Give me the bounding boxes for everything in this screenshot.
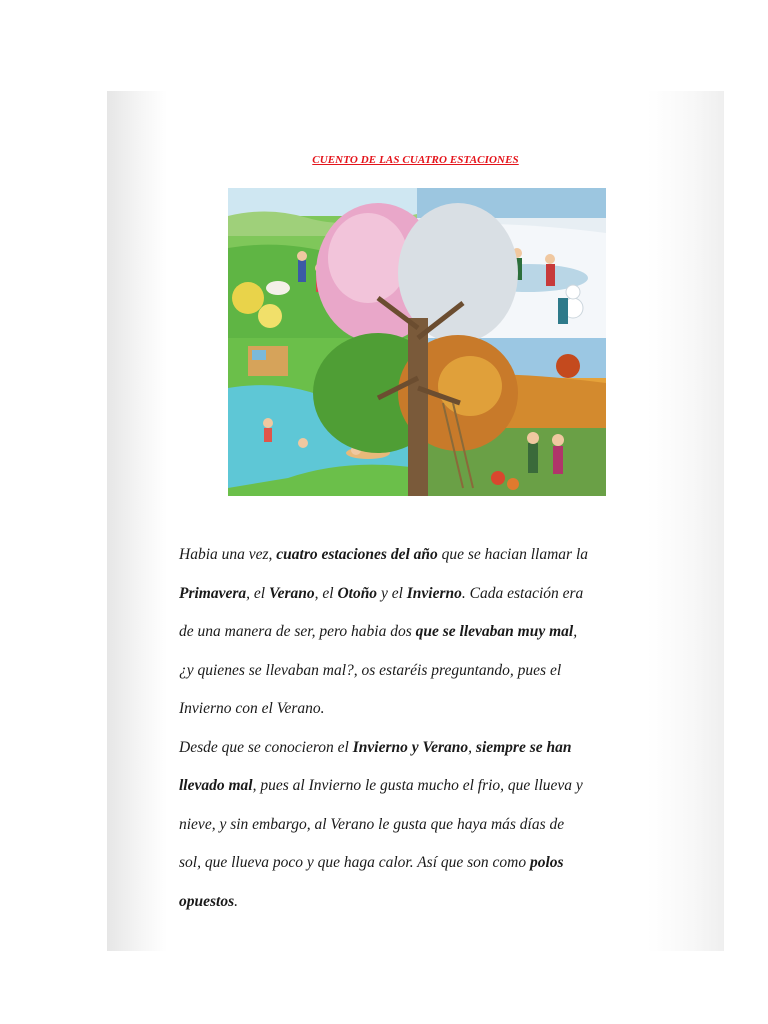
bold-text-run: que se llevaban muy mal (415, 623, 574, 640)
story-line (179, 854, 664, 893)
text-run: . (234, 892, 238, 910)
bold-text-run: Invierno (406, 584, 462, 602)
text-run: , pues al Invierno le gusta mucho el frio, que llueva y (252, 777, 583, 794)
story-line (179, 816, 664, 855)
bold-text-run: Primavera (179, 584, 247, 602)
story-line (179, 893, 664, 932)
story-line (179, 777, 664, 816)
text-run: , (573, 623, 578, 640)
text-run: Habia una vez, (179, 546, 277, 563)
text-run: y el (377, 584, 407, 602)
text-run: de una manera de ser, pero habia dos (179, 623, 416, 640)
story-line (179, 739, 664, 778)
text-run: , el (246, 584, 269, 602)
story-line (179, 700, 664, 739)
bold-text-run: polos (530, 854, 564, 871)
story-text (179, 546, 664, 931)
text-run: que se hacian llamar la (437, 546, 589, 563)
document-page (107, 91, 724, 951)
bold-text-run: opuestos (179, 892, 235, 910)
text-run: , el (314, 584, 338, 602)
four-seasons-illustration (228, 188, 606, 496)
text-run: nieve, y sin embargo, al Verano le gusta que haya más días de (179, 815, 565, 833)
bold-text-run: cuatro estaciones del año (276, 546, 438, 563)
bold-text-run: Invierno y Verano (352, 738, 469, 756)
text-run: , (468, 738, 476, 756)
text-run: . Cada estación era (461, 584, 584, 602)
bold-text-run: siempre se han (475, 738, 572, 756)
story-line (179, 546, 664, 585)
story-line (179, 585, 664, 624)
text-run: sol, que llueva poco y que haga calor. Así que son como (179, 854, 530, 871)
text-run: ¿y quienes se llevaban mal?, os estaréis preguntando, pues el (179, 661, 562, 679)
story-line (179, 662, 664, 701)
bold-text-run: Otoño (337, 584, 378, 602)
text-run: Invierno con el Verano. (179, 700, 325, 717)
story-line (179, 623, 664, 662)
bold-text-run: llevado mal (179, 777, 253, 794)
page-title: CUENTO DE LAS CUATRO ESTACIONES (312, 154, 519, 166)
bold-text-run: Verano (268, 584, 315, 602)
text-run: Desde que se conocieron el (179, 738, 353, 756)
